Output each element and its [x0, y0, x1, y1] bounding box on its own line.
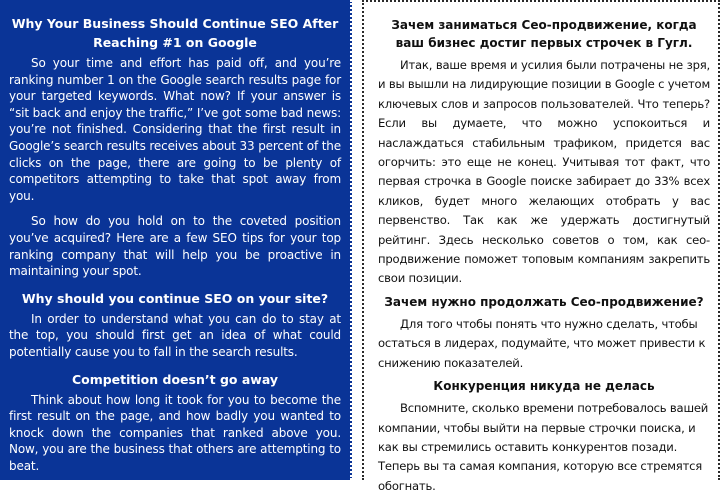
russian-heading-competition: Конкуренция никуда не делась — [433, 379, 655, 394]
english-paragraph-2: So how do you hold on to the coveted position you’ve acquired? Here are a few SEO tips for your top ranking company that will help you be proactive in maintaining your spot. — [9, 214, 341, 279]
russian-article-title: Зачем заниматься Сео-продвижение, когда ваш бизнес достиг первых строчек в Гугл. — [391, 18, 697, 50]
russian-paragraph-1: Итак, ваше время и усилия были потрачены не зря, и вы вышли на лидирующие позиции в Google с учетом ключевых слов и запросов пользователей. Что теперь? Если вы думаете, что можно успокоиться и наслаждаться стабильным трафиком, придется вас огорчить: это еще не конец. Учитывая тот факт, что первая строчка в Google поиске забирает до 33% всех кликов, будет много желающих отобрать у вас первенство. Так как же удержать достигнутый рейтинг. Здесь несколько советов о том, как сео-продвижение поможет топовым компаниям закрепить свои позиции. — [378, 58, 710, 286]
english-article-panel — [0, 0, 352, 480]
russian-article-panel — [362, 0, 720, 493]
english-heading-continue-seo: Why should you continue SEO on your site? — [21, 290, 329, 306]
english-article-title: Why Your Business Should Continue SEO After Reaching #1 on Google — [11, 16, 339, 50]
panel-gap — [352, 0, 362, 480]
russian-paragraph-3: Вспомните, сколько времени потребовалось вашей компании, чтобы выйти на первые строчки поиска, и как вы стремились оставить конкурентов позади. Теперь вы та самая компания, которую все стремятся обогнать. — [378, 401, 709, 493]
english-paragraph-3: In order to understand what you can do to stay at the top, you should first get an idea of what could potentially cause you to fall in the search results. — [9, 311, 341, 359]
english-paragraph-4: Think about how long it took for you to become the first result on the page, and how badly you wanted to knock down the companies that ranked above you. Now, you are the business that others are attempting to beat. — [9, 392, 341, 473]
english-heading-competition: Competition doesn’t go away — [71, 371, 279, 387]
english-paragraph-1: So your time and effort has paid off, and you’re ranking number 1 on the Google search results page for your targeted keywords. What now? If your answer is “sit back and enjoy the traffic,” I’ve got some bad news: you’re not finished. Considering that the first result in Google’s search results receives about 33 percent of the clicks on the page, there are going to be plenty of competitors attempting to take that spot away from you. — [9, 56, 341, 203]
russian-heading-continue-seo: Зачем нужно продолжать Сео-продвижение? — [384, 294, 704, 309]
russian-paragraph-2: Для того чтобы понять что нужно сделать, чтобы остаться в лидерах, подумайте, что может привести к снижению показателей. — [378, 316, 706, 370]
